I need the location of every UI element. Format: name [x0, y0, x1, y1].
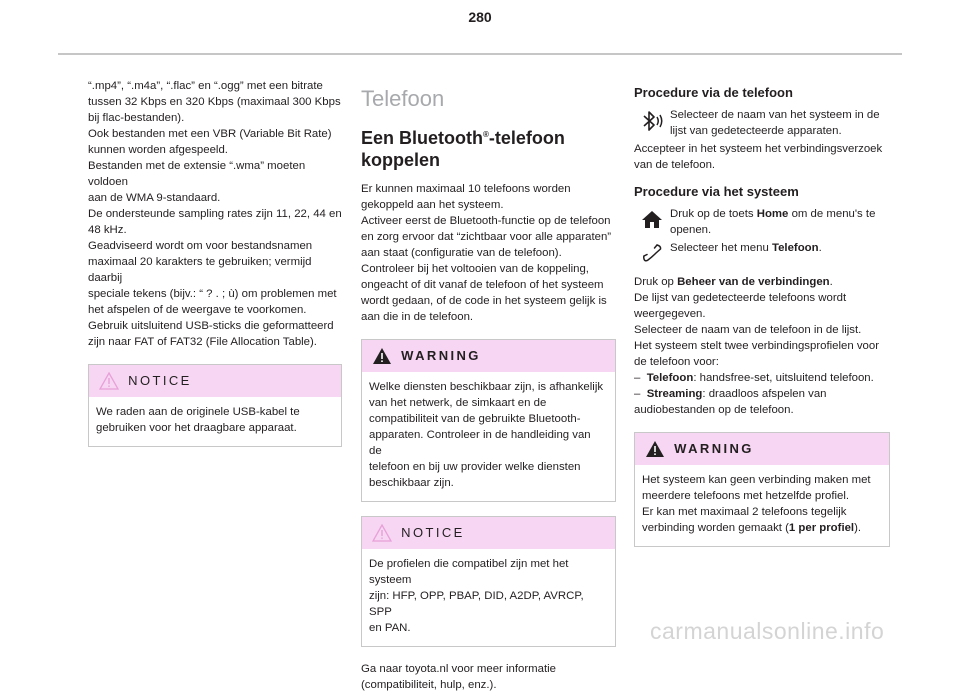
text-line: ongeacht of dit vanaf de telefoon of het systeem: [361, 279, 604, 291]
text-part: Druk op: [634, 276, 678, 288]
text-line: speciale tekens (bijv.: “ ? . ; ù) om problemen met: [88, 288, 337, 300]
heading-part: koppelen: [361, 150, 441, 170]
text-line: Bestanden met de extensie “.wma” moeten voldoen: [88, 160, 306, 188]
text-line: gebruiken voor het draagbare apparaat.: [96, 422, 297, 434]
text-line: Ga naar toyota.nl voor meer informatie: [361, 663, 556, 675]
header-rule: [58, 53, 902, 55]
text-line: aan de WMA 9-standaard.: [88, 192, 221, 204]
text-line: Gebruik uitsluitend USB-sticks die geformatteerd: [88, 320, 334, 332]
text-line: weergegeven.: [634, 308, 706, 320]
text-part: .: [829, 276, 833, 288]
text-line: Het systeem stelt twee verbindingsprofielen voor: [634, 340, 880, 352]
phone-menu-label: Telefoon: [771, 242, 819, 254]
warning-header: [362, 340, 615, 372]
page-number: 280: [468, 9, 492, 25]
text-line: van de telefoon.: [634, 159, 716, 171]
heading-part: -telefoon: [488, 128, 565, 148]
text-line: De lijst van gedetecteerde telefoons wordt: [634, 292, 847, 304]
icon-cell: [634, 107, 670, 132]
notice-title: NOTICE: [128, 373, 192, 388]
procedure-system-step-home: [634, 206, 890, 238]
heading-part: Een Bluetooth: [361, 128, 483, 148]
watermark: carmanualsonline.info: [650, 618, 885, 644]
text-line: [642, 520, 878, 536]
text-line: kunnen worden afgespeeld.: [88, 144, 228, 156]
pairing-text: [361, 181, 616, 325]
text-line: De ondersteunde sampling rates zijn 11, 22, 44 en: [88, 208, 342, 220]
file-format-text: [88, 78, 342, 350]
text-line: Accepteer in het systeem het verbindingsverzoek: [634, 143, 883, 155]
notice-box: [361, 516, 616, 647]
profile-label: Streaming: [646, 388, 703, 400]
profile-telefoon: [634, 370, 890, 386]
warning-box: [361, 339, 616, 502]
text-line: tussen 32 Kbps en 320 Kbps (maximaal 300 Kbps: [88, 96, 341, 108]
phone-handset-icon: [641, 243, 663, 263]
text-part: ).: [854, 522, 862, 534]
text-part: : handsfree-set, uitsluitend telefoon.: [693, 372, 874, 384]
column-3: [634, 85, 890, 547]
notice-icon: [99, 372, 119, 390]
warning-body: [635, 465, 889, 546]
text-line: De profielen die compatibel zijn met het systeem: [369, 558, 569, 586]
text-line: telefoon en bij uw provider welke diensten: [369, 461, 581, 473]
warning-icon: [645, 440, 665, 458]
notice-box: [88, 364, 342, 447]
notice-body: [362, 549, 615, 646]
text-line: beschikbaar zijn.: [369, 477, 454, 489]
profile-streaming: [634, 386, 890, 402]
text-line: Selecteer de naam van het systeem in de: [670, 109, 880, 121]
warning-box: [634, 432, 890, 547]
text-line: [670, 240, 890, 256]
warning-icon: [372, 347, 392, 365]
more-info-text: [361, 661, 616, 693]
text-line: Controleer bij het voltooien van de koppeling,: [361, 263, 589, 275]
text-line: openen.: [670, 224, 712, 236]
notice-body: [89, 397, 341, 446]
warning-title: WARNING: [401, 348, 481, 363]
text-line: Ook bestanden met een VBR (Variable Bit Rate): [88, 128, 332, 140]
text-line: 48 kHz.: [88, 224, 127, 236]
text-line: (compatibiliteit, hulp, enz.).: [361, 679, 497, 691]
text-line: Geadviseerd wordt om voor bestandsnamen: [88, 240, 313, 252]
icon-cell: [634, 240, 670, 263]
notice-header: [89, 365, 341, 397]
warning-title: WARNING: [674, 441, 754, 456]
text-part: Druk op de toets: [670, 208, 757, 220]
dash: –: [634, 388, 641, 400]
text-line: Welke diensten beschikbaar zijn, is afhankelijk: [369, 381, 604, 393]
notice-header: [362, 517, 615, 549]
text-line: aan staat (configuratie van de telefoon).: [361, 247, 562, 259]
column-2: [361, 80, 616, 693]
text-line: maximaal 20 karakters te gebruiken; vermijd daarbij: [88, 256, 312, 284]
manage-connections-label: Beheer van de verbindingen: [677, 276, 830, 288]
text-line: Er kunnen maximaal 10 telefoons worden: [361, 183, 571, 195]
text-line: lijst van gedetecteerde apparaten.: [670, 125, 842, 137]
text-line: Het systeem kan geen verbinding maken met: [642, 474, 871, 486]
dash: –: [634, 372, 641, 384]
text-line: zijn: HFP, OPP, PBAP, DID, A2DP, AVRCP, SPP: [369, 590, 584, 618]
procedure-phone-step: [634, 107, 890, 139]
text-part: : draadloos afspelen van: [702, 388, 827, 400]
text-line: compatibiliteit van de gebruikte Bluetooth-: [369, 413, 581, 425]
text-part: verbinding worden gemaakt (: [642, 522, 789, 534]
bluetooth-icon: [640, 110, 664, 132]
home-icon: [641, 209, 663, 229]
profile-label: Telefoon: [646, 372, 694, 384]
warning-header: [635, 433, 889, 465]
procedure-system-step-phone: [634, 240, 890, 263]
warning-body: [362, 372, 615, 501]
text-line: [670, 206, 890, 222]
text-line: zijn naar FAT of FAT32 (File Allocation Table).: [88, 336, 317, 348]
text-line: apparaten. Controleer in de handleiding van de: [369, 429, 591, 457]
text-part: 1 per profiel: [788, 522, 855, 534]
text-line: Er kan met maximaal 2 telefoons tegelijk: [642, 506, 847, 518]
text-line: gekoppeld aan het systeem.: [361, 199, 504, 211]
step-text: [670, 240, 890, 256]
text-part: Selecteer het menu: [670, 242, 772, 254]
text-line: meerdere telefoons met hetzelfde profiel.: [642, 490, 850, 502]
text-line: bij flac-bestanden).: [88, 112, 185, 124]
home-key-label: Home: [756, 208, 789, 220]
text-line: We raden aan de originele USB-kabel te: [96, 406, 300, 418]
manage-connections-text: [634, 274, 890, 418]
text-line: Selecteer de naam van de telefoon in de lijst.: [634, 324, 862, 336]
section-title: Telefoon: [361, 86, 445, 111]
text-line: “.mp4”, “.m4a”, “.flac” en “.ogg” met een bitrate: [88, 80, 323, 92]
text-line: het afspelen of de weergave te voorkomen.: [88, 304, 307, 316]
text-line: [634, 274, 890, 290]
step-text: [670, 107, 890, 139]
text-part: .: [818, 242, 822, 254]
text-part: om de menu's te: [788, 208, 876, 220]
procedure-system-title: Procedure via het systeem: [634, 184, 799, 199]
registered-mark: ®: [483, 130, 489, 139]
icon-cell: [634, 206, 670, 229]
text-line: Activeer eerst de Bluetooth-functie op de telefoon: [361, 215, 611, 227]
text-line: aan die in de telefoon.: [361, 311, 474, 323]
bluetooth-heading: [361, 124, 616, 171]
text-line: van het netwerk, de simkaart en de: [369, 397, 547, 409]
text-line: wordt gedaan, of de code in het systeem gelijk is: [361, 295, 607, 307]
text-line: en PAN.: [369, 622, 411, 634]
step-text: [670, 206, 890, 238]
text-line: en zorg ervoor dat “zichtbaar voor alle apparaten”: [361, 231, 612, 243]
notice-title: NOTICE: [401, 525, 465, 540]
notice-icon: [372, 524, 392, 542]
column-1: [88, 78, 342, 447]
procedure-phone-title: Procedure via de telefoon: [634, 85, 793, 100]
text-line: audiobestanden op de telefoon.: [634, 404, 794, 416]
text-line: de telefoon voor:: [634, 356, 719, 368]
